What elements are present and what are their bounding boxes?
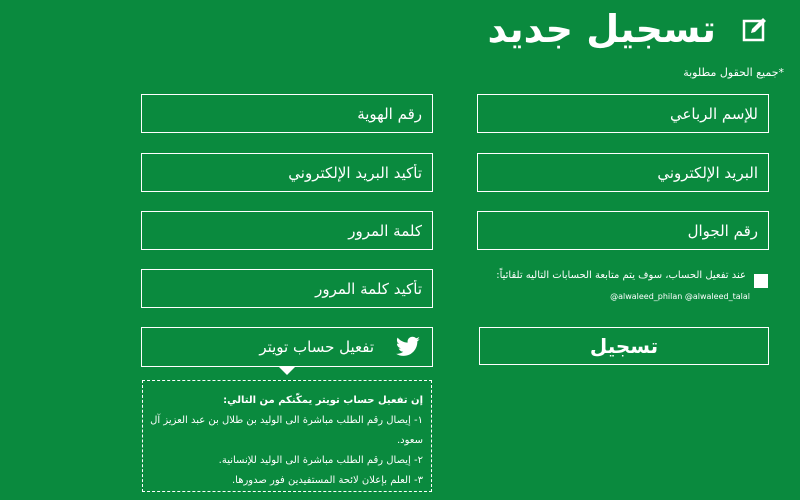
full-name-input[interactable] [477,94,769,133]
page-header [486,6,776,52]
password-input[interactable] [141,211,433,250]
twitter-benefit-item: ٣- العلم بإعلان لائحة المستفيدين فور صدورها. [231,475,423,486]
email-confirm-input[interactable] [141,153,433,192]
register-button[interactable]: تسجيل [479,327,769,365]
twitter-benefits-box [142,380,432,492]
follow-accounts: @alwaleed_philan @alwaleed_talal [610,292,750,301]
required-fields-note: *جميع الحقول مطلوبة [683,66,784,79]
mobile-input[interactable] [477,211,769,250]
twitter-bird-icon [394,334,422,360]
id-number-input[interactable] [141,94,433,133]
page-title: تسجيل جديد [487,7,716,51]
activate-twitter-button[interactable] [141,327,433,367]
follow-consent-checkbox[interactable] [754,274,768,288]
activate-twitter-label: تفعيل حساب تويتر [259,338,374,356]
twitter-benefits-heading: إن تفعيل حساب تويتر يمكّنكم من التالي: [223,395,423,406]
edit-icon [742,16,768,42]
password-confirm-input[interactable] [141,269,433,308]
follow-consent-label: عند تفعيل الحساب، سوف يتم متابعة الحسابات التاليه تلقائياً: [496,270,746,281]
email-input[interactable] [477,153,769,192]
twitter-benefit-item: ٢- إيصال رقم الطلب مباشرة الى الوليد للإنسانية. [218,455,423,466]
info-pointer-arrow [279,367,295,375]
twitter-benefit-item: ١- إيصال رقم الطلب مباشرة الى الوليد بن طلال بن عبد العزيز آل سعود. [150,415,423,446]
